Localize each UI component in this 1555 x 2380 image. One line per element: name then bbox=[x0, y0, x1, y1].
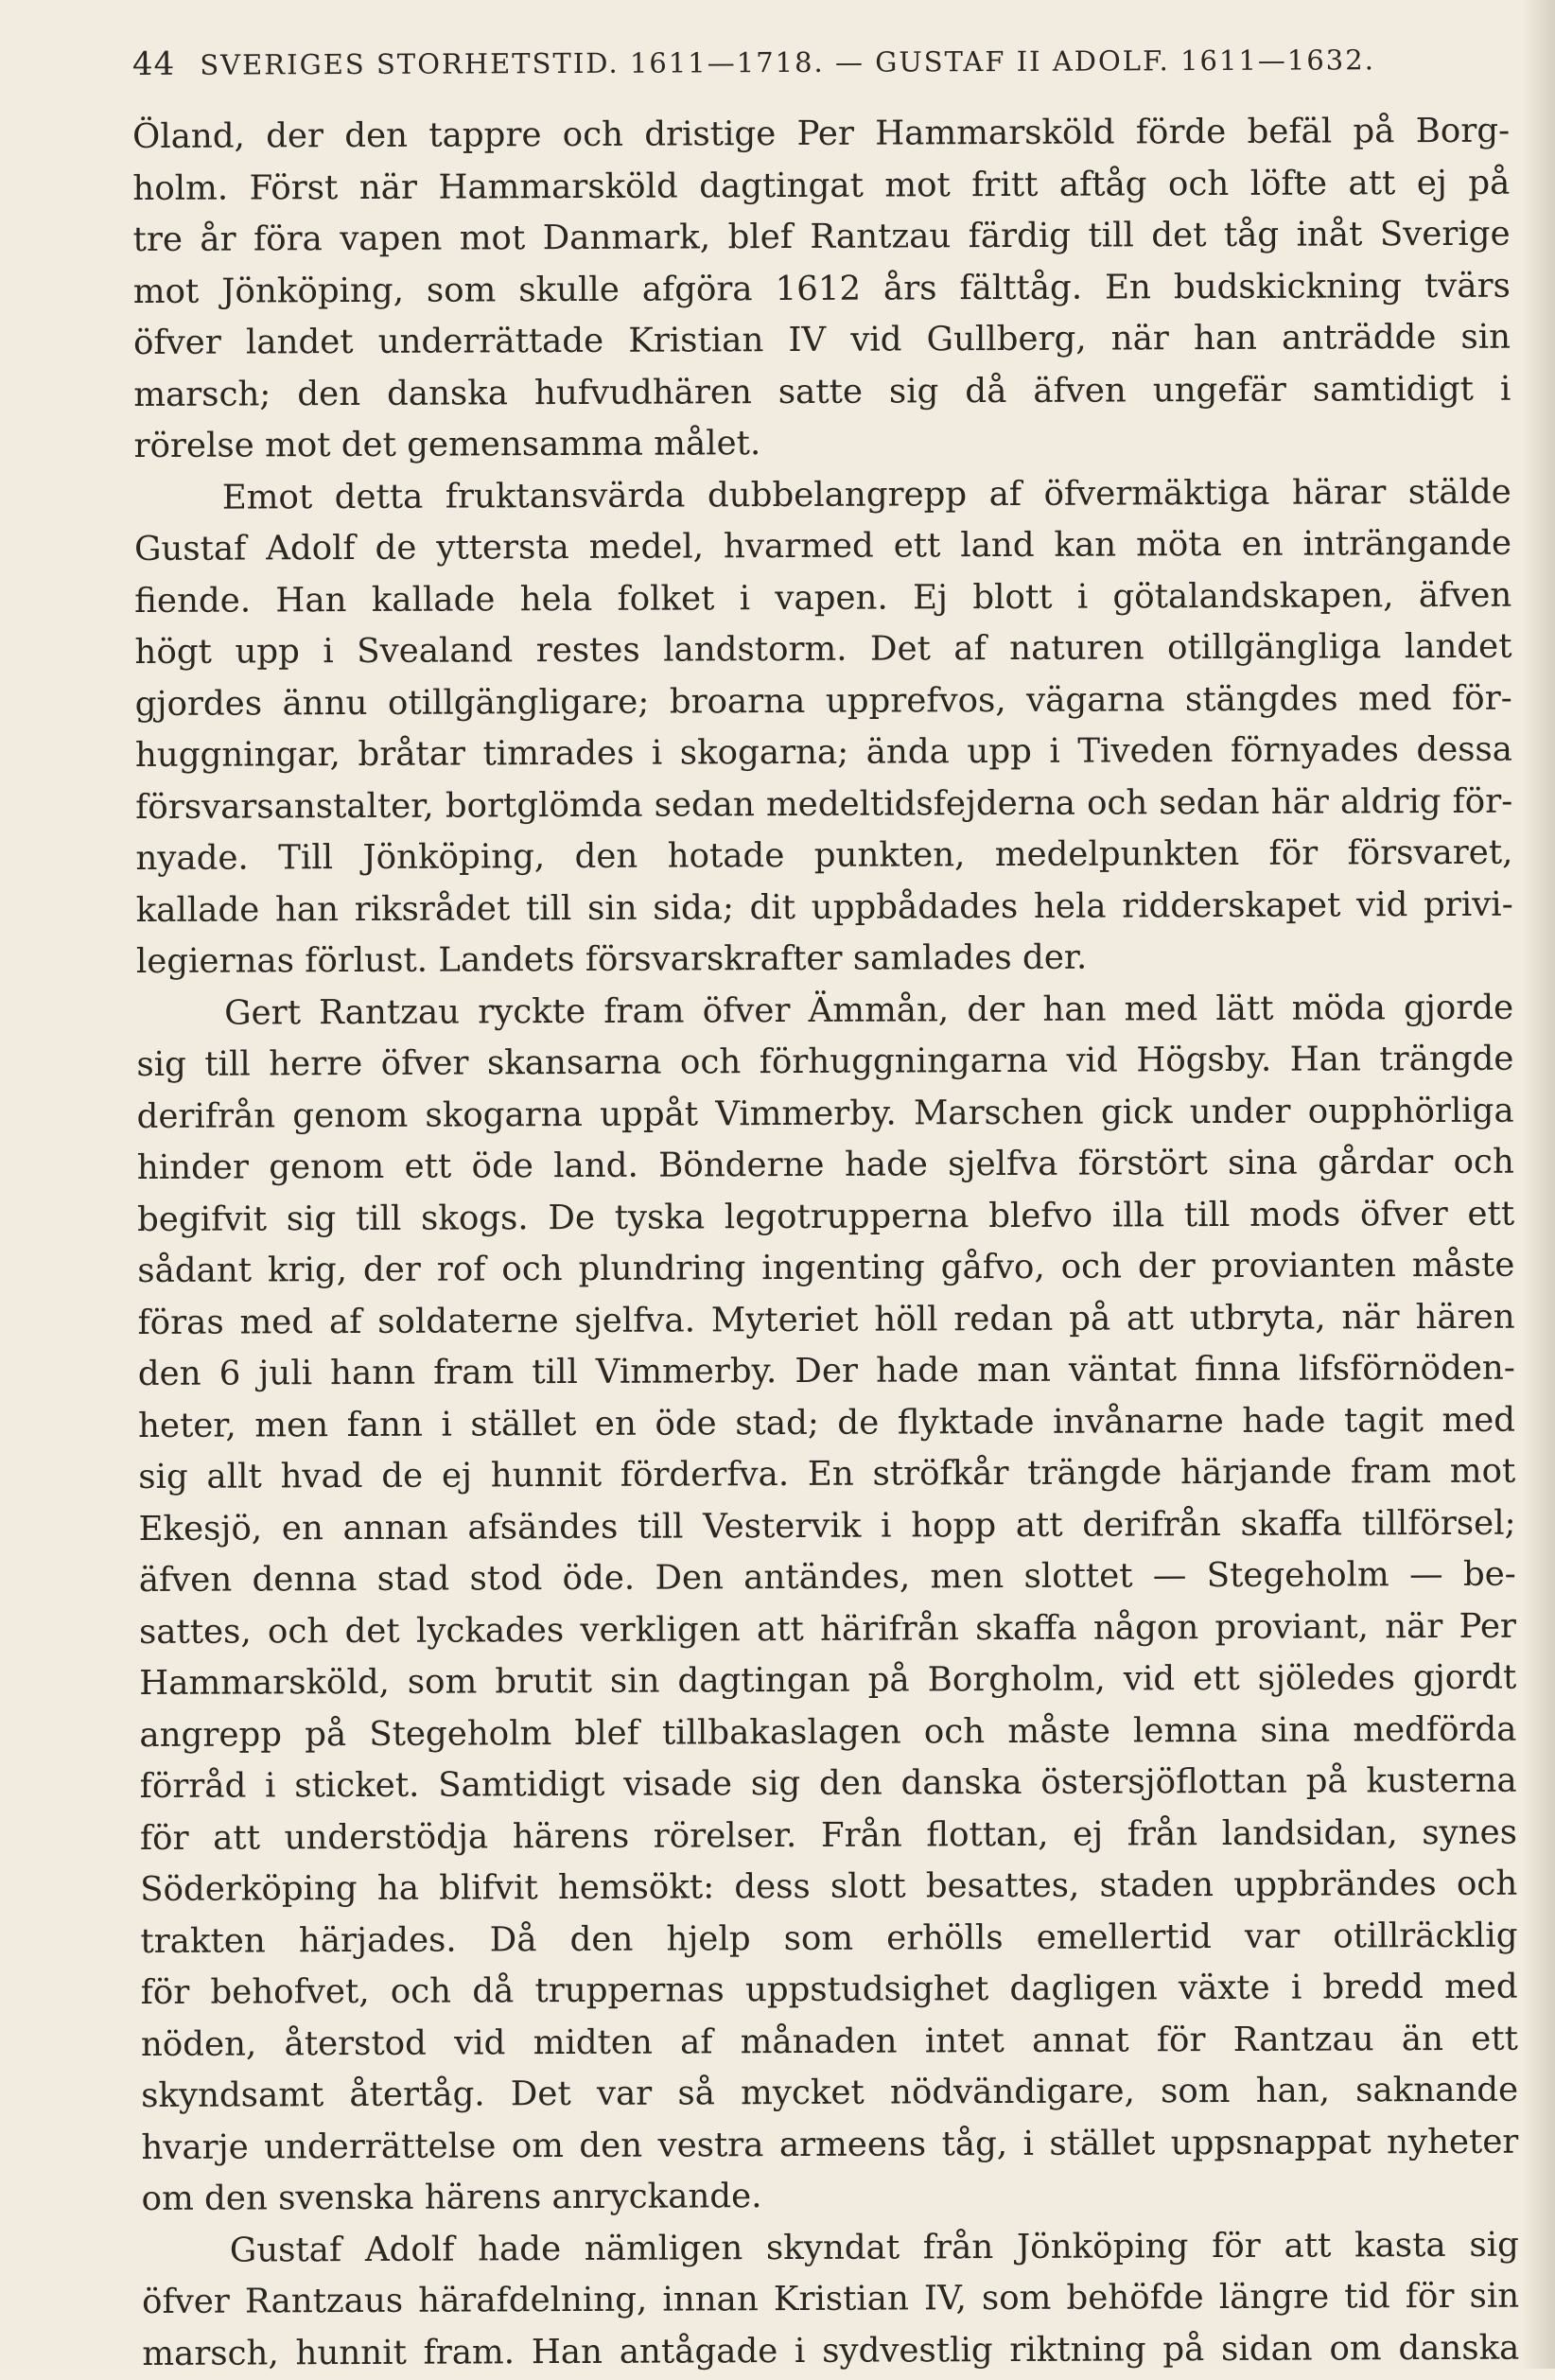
text-line: mot Jönköping, som skulle afgöra 1612 års fälttåg. En budskickning tvärs bbox=[132, 266, 1511, 311]
text-line: nyade. Till Jönköping, den hotade punkten, medelpunkten för försvaret, bbox=[135, 832, 1513, 878]
text-line: holm. Först när Hammarsköld dagtingat mot fritt aftåg och löfte att ej på bbox=[132, 163, 1511, 208]
text-line: Gustaf Adolf hade nämligen skyndat från Jönköping för att kasta sig bbox=[229, 2225, 1519, 2270]
text-line: fiende. Han kallade hela folket i vapen. Ej blott i götalandskapen, äfven bbox=[134, 575, 1512, 621]
text-line: marsch, hunnit fram. Han antågade i sydvestlig riktning på sidan om danska bbox=[142, 2328, 1520, 2373]
text-line: Ekesjö, en annan afsändes till Vestervik i hopp att derifrån skaffa tillförsel; bbox=[138, 1503, 1516, 1549]
text-line: föras med af soldaterne sjelfva. Myteriet höll redan på att utbryta, när hären bbox=[137, 1297, 1515, 1342]
text-line: sig till herre öfver skansarna och förhuggningarna vid Högsby. Han trängde bbox=[136, 1039, 1514, 1084]
text-line: Emot detta fruktansvärda dubbelangrepp af öfvermäktiga härar stälde bbox=[221, 472, 1511, 517]
text-line: sig allt hvad de ej hunnit förderfva. En ströfkår trängde härjande fram mot bbox=[138, 1451, 1516, 1496]
text-line: Öland, der den tappre och dristige Per Hammarsköld förde befäl på Borg- bbox=[132, 111, 1511, 156]
text-line: marsch; den danska hufvudhären satte sig då äfven ungefär samtidigt i bbox=[133, 369, 1511, 414]
text-line: för behofvet, och då truppernas uppstudsighet dagligen växte i bredd med bbox=[140, 1967, 1518, 2012]
text-line: högt upp i Svealand restes landstorm. Det af naturen otillgängliga landet bbox=[134, 626, 1512, 672]
text-line: sattes, och det lyckades verkligen att härifrån skaffa någon proviant, när Per bbox=[138, 1606, 1517, 1652]
text-line: nöden, återstod vid midten af månaden intet annat för Rantzau än ett bbox=[140, 2019, 1518, 2064]
text-line: försvarsanstalter, bortglömda sedan medeltidsfejderna och sedan här aldrig för- bbox=[135, 781, 1513, 827]
text-line: trakten härjades. Då den hjelp som erhölls emellertid var otillräcklig bbox=[140, 1916, 1518, 1961]
page-number: 44 bbox=[131, 44, 176, 83]
text-line: huggningar, bråtar timrades i skogarna; ända upp i Tiveden förnyades dessa bbox=[134, 729, 1513, 775]
text-line: legiernas förlust. Landets försvarskrafter samlades der. bbox=[135, 937, 1088, 981]
text-line: Hammarsköld, som brutit sin dagtingan på Borgholm, vid ett sjöledes gjordt bbox=[139, 1657, 1517, 1703]
text-line: hvarje underrättelse om den vestra armeens tåg, i stället uppsnappat nyheter bbox=[141, 2122, 1519, 2167]
body-text bbox=[132, 106, 1519, 2380]
text-line: hinder genom ett öde land. Bönderne hade sjelfva förstört sina gårdar och bbox=[136, 1142, 1514, 1187]
text-line: begifvit sig till skogs. De tyska legotrupperna blefvo illa till mods öfver ett bbox=[137, 1194, 1515, 1239]
text-line: angrepp på Stegeholm blef tillbakaslagen och måste lemna sina medförda bbox=[139, 1709, 1517, 1755]
text-line: öfver Rantzaus härafdelning, innan Kristian IV, som behöfde längre tid för sin bbox=[142, 2276, 1520, 2321]
running-header bbox=[132, 40, 1513, 83]
text-line: rörelse mot det gemensamma målet. bbox=[133, 424, 761, 465]
text-line: förråd i sticket. Samtidigt visade sig den danska östersjöflottan på kusterna bbox=[139, 1760, 1517, 1806]
page-edge-shadow bbox=[1523, 0, 1555, 2369]
text-line: Gustaf Adolf de yttersta medel, hvarmed ett land kan möta en inträngande bbox=[133, 523, 1512, 569]
text-line: tre år föra vapen mot Danmark, blef Rantzau färdig till det tåg inåt Sverige bbox=[132, 214, 1511, 259]
text-line: om den svenska härens anryckande. bbox=[141, 2177, 762, 2218]
running-title: SVERIGES STORHETSTID. 1611—1718. — GUSTAF II ADOLF. 1611—1632. bbox=[200, 44, 1375, 81]
text-line: öfver landet underrättade Kristian IV vid Gullberg, när han anträdde sin bbox=[132, 317, 1511, 362]
text-line: den 6 juli hann fram till Vimmerby. Der hade man väntat finna lifsförnöden- bbox=[137, 1348, 1515, 1393]
text-line: sådant krig, der rof och plundring ingenting gåfvo, och der provianten måste bbox=[137, 1245, 1515, 1290]
text-line: heter, men fann i stället en öde stad; de flyktade invånarne hade tagit med bbox=[137, 1400, 1516, 1445]
text-line: gjordes ännu otillgängligare; broarna upprefvos, vägarna stängdes med för- bbox=[134, 678, 1512, 724]
text-line: derifrån genom skogarna uppåt Vimmerby. Marschen gick under oupphörliga bbox=[136, 1091, 1514, 1136]
text-line: Gert Rantzau ryckte fram öfver Ämmån, der han med lätt möda gjorde bbox=[224, 988, 1514, 1033]
text-line: skyndsamt återtåg. Det var så mycket nödvändigare, som han, saknande bbox=[141, 2070, 1519, 2115]
text-line: för att understödja härens rörelser. Från flottan, ej från landsidan, synes bbox=[139, 1812, 1518, 1858]
text-line: Söderköping ha blifvit hemsökt: dess slott besattes, staden uppbrändes och bbox=[140, 1864, 1518, 1909]
text-line: kallade han riksrådet till sin sida; dit uppbådades hela ridderskapet vid privi- bbox=[135, 884, 1513, 930]
text-line: äfven denna stad stod öde. Den antändes, men slottet — Stegeholm — be- bbox=[138, 1554, 1516, 1600]
